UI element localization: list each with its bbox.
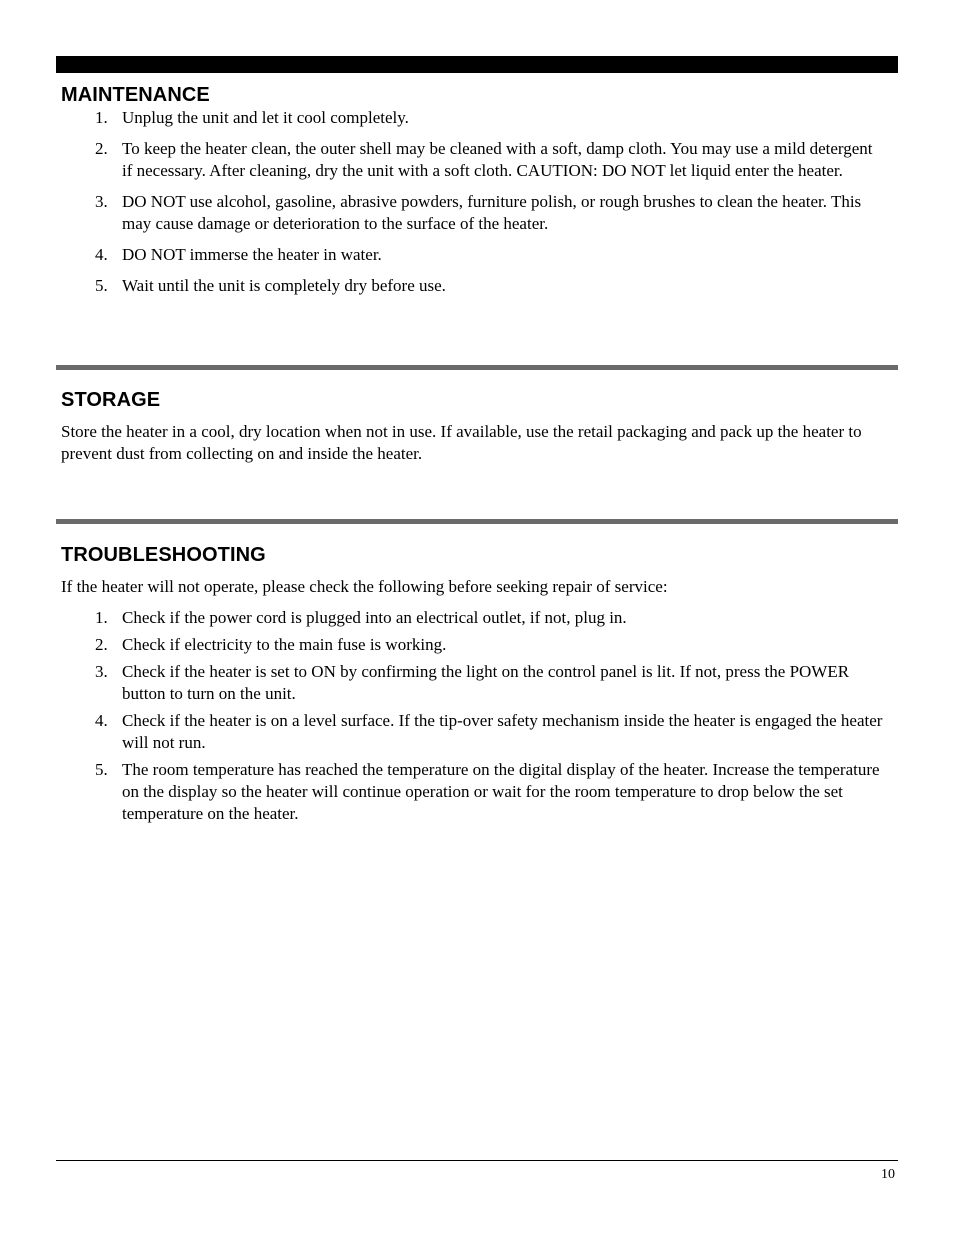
list-item-number: 5. [95,760,108,779]
list-item [0,710,887,754]
list-item [0,191,887,235]
list-item-text: The room temperature has reached the temperature on the digital display of the heater. Increase the temperature on the display so the heater will continue operation or wait for the room temperature to drop below the set temperature on the heater. [122,760,880,823]
maintenance-list [0,107,887,306]
list-item-number: 3. [95,192,108,211]
list-item [0,759,887,825]
list-item-number: 1. [95,608,108,627]
storage-heading: STORAGE [61,389,161,411]
list-item-text: To keep the heater clean, the outer shell may be cleaned with a soft, damp cloth. You may use a mild detergent if necessary. After cleaning, dry the unit with a soft cloth. CAUTION: DO NOT let liquid enter the heater. [122,139,873,180]
list-item-number: 4. [95,711,108,730]
list-item [0,661,887,705]
section-divider [56,519,898,524]
troubleshooting-list [0,607,887,830]
troubleshooting-intro: If the heater will not operate, please check the following before seeking repair of service: [61,577,668,596]
storage-text: Store the heater in a cool, dry location when not in use. If available, use the retail packaging and pack up the heater to prevent dust from collecting on and inside the heater. [61,422,862,463]
list-item [0,107,887,129]
list-item-text: Check if the heater is set to ON by confirming the light on the control panel is lit. If not, press the POWER button to turn on the unit. [122,662,850,703]
list-item-text: Unplug the unit and let it cool completely. [122,108,409,127]
list-item [0,607,887,629]
list-item-text: Wait until the unit is completely dry before use. [122,276,446,295]
list-item-number: 4. [95,245,108,264]
list-item-text: Check if electricity to the main fuse is working. [122,635,447,654]
list-item [0,138,887,182]
list-item-text: Check if the power cord is plugged into an electrical outlet, if not, plug in. [122,608,627,627]
maintenance-heading: MAINTENANCE [61,84,210,106]
list-item-number: 2. [95,635,108,654]
list-item-text: DO NOT use alcohol, gasoline, abrasive powders, furniture polish, or rough brushes to clean the heater. This may cause damage or deterioration to the surface of the heater. [122,192,862,233]
page-number: 10 [881,1167,895,1182]
list-item-number: 2. [95,139,108,158]
list-item [0,244,887,266]
list-item [0,634,887,656]
list-item-number: 5. [95,276,108,295]
troubleshooting-heading: TROUBLESHOOTING [61,544,266,566]
header-bar [56,56,898,73]
list-item-number: 3. [95,662,108,681]
section-divider [56,365,898,370]
list-item-number: 1. [95,108,108,127]
list-item [0,275,887,297]
footer-rule [56,1160,898,1161]
list-item-text: Check if the heater is on a level surface. If the tip-over safety mechanism inside the heater is engaged the heater will not run. [122,711,883,752]
list-item-text: DO NOT immerse the heater in water. [122,245,382,264]
